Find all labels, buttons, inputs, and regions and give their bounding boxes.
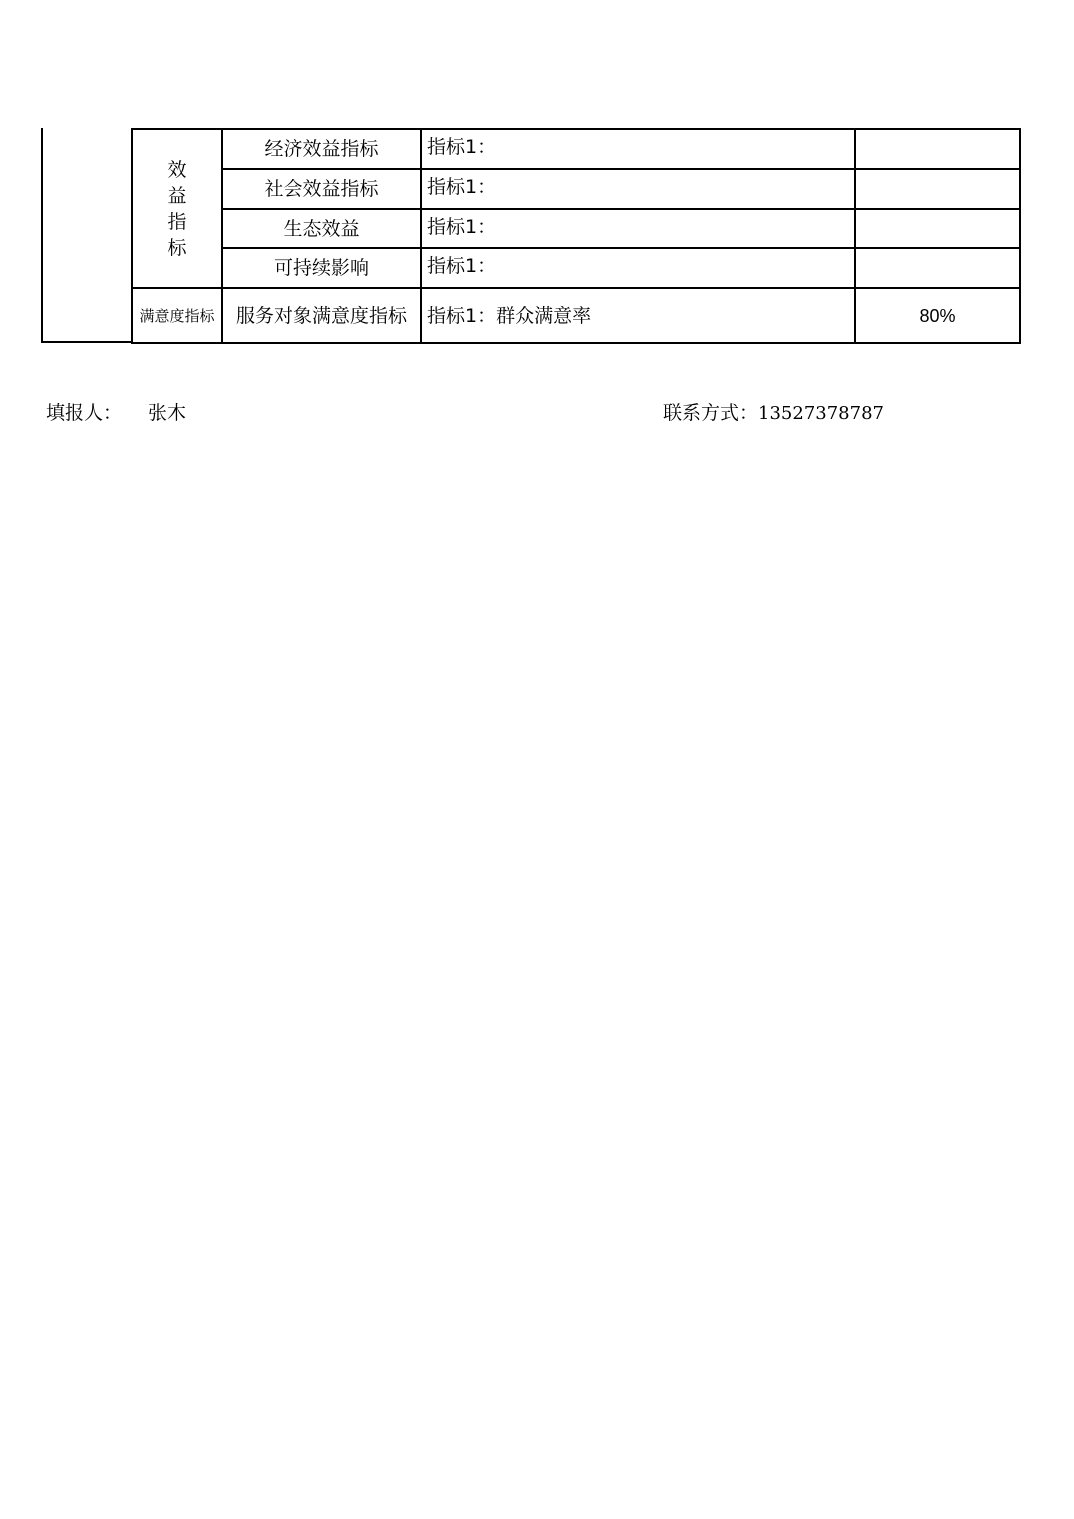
indicator-name-cell: 社会效益指标: [222, 169, 421, 209]
contact-info: [663, 400, 884, 427]
satisfaction-indicator-group-cell: 满意度指标: [132, 288, 222, 343]
table-row: [132, 169, 1020, 209]
indicator-content-cell: 指标1：: [421, 129, 855, 169]
indicator-content-cell: 指标1：: [421, 248, 855, 288]
table-row: [132, 248, 1020, 288]
indicator-name-cell: 经济效益指标: [222, 129, 421, 169]
filler-label: 填报人：: [46, 402, 123, 424]
benefit-indicator-group-label: 效益指标: [167, 158, 187, 259]
indicator-value-cell: [855, 248, 1020, 288]
indicator-content-cell: 指标1：: [421, 169, 855, 209]
indicator-name-cell: 服务对象满意度指标: [222, 288, 421, 343]
outer-left-border: [41, 128, 43, 343]
indicator-value-cell: 80%: [855, 288, 1020, 343]
indicator-content-cell: 指标1：: [421, 209, 855, 248]
indicator-value-cell: [855, 129, 1020, 169]
indicator-name-cell: 可持续影响: [222, 248, 421, 288]
table-row: [132, 209, 1020, 248]
benefit-indicator-group-cell: [132, 129, 222, 288]
table-row: [132, 288, 1020, 343]
indicator-content-cell: 指标1：群众满意率: [421, 288, 855, 343]
contact-phone: 13527378787: [758, 403, 884, 424]
filler-info: [46, 400, 186, 426]
outer-bottom-border: [41, 341, 133, 343]
table-row: [132, 129, 1020, 169]
contact-label: 联系方式：: [663, 402, 759, 424]
indicator-name-cell: 生态效益: [222, 209, 421, 248]
filler-name: 张木: [148, 402, 187, 424]
indicator-value-cell: [855, 169, 1020, 209]
indicator-value-cell: [855, 209, 1020, 248]
performance-indicator-table: [131, 128, 1021, 344]
